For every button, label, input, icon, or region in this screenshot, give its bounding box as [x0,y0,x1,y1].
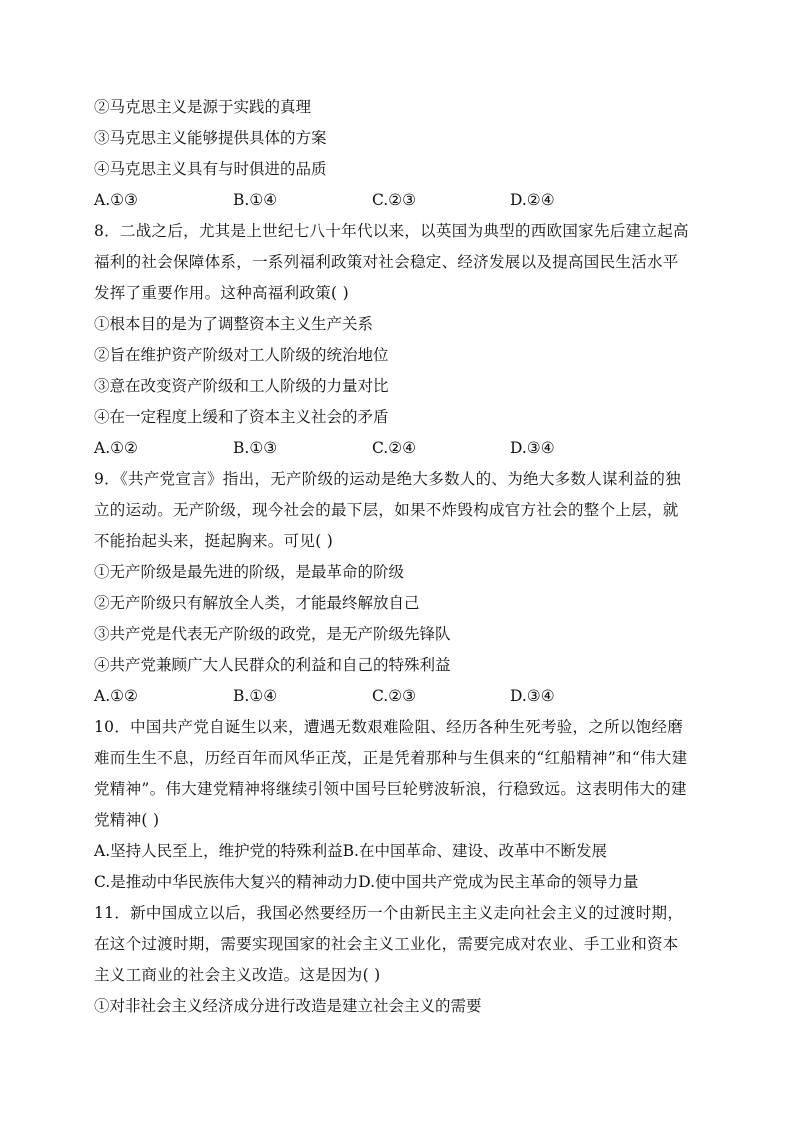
q9-option-d: D.③④ [510,687,555,705]
q7-option-d: D.②④ [510,191,555,209]
q9-statement-2: ②无产阶级只有解放全人类，才能最终解放自己 [94,594,420,612]
q10-stem-line-1: 10．中国共产党自诞生以来，遭遇无数艰难险阻、经历各种生死考验，之所以饱经磨 [94,718,684,736]
q9-options [94,681,706,712]
q11-statement-1: ①对非社会主义经济成分进行改造是建立社会主义的需要 [94,997,482,1015]
q8-options [94,433,706,464]
q7-option-c: C.②③ [372,191,417,209]
q7-statement-3: ③马克思主义能够提供具体的方案 [94,129,327,147]
q8-option-b: B.①③ [233,439,278,457]
q11-stem-line-2: 在这个过渡时期，需要实现国家的社会主义工业化，需要完成对农业、手工业和资本 [94,935,679,953]
q7-option-a: A.①③ [94,191,138,209]
q10-stem-line-2: 难而生生不息，历经百年而风华正茂，正是凭着那种与生俱来的“红船精神”和“伟大建 [94,749,688,767]
q9-option-c: C.②③ [372,687,417,705]
q10-options-cd: C.是推动中华民族伟大复兴的精神动力D.使中国共产党成为民主革命的领导力量 [94,873,639,891]
q8-option-d: D.③④ [510,439,555,457]
q10-stem-line-4: 党精神( ) [94,811,160,829]
q9-stem-line-1: 9．《共产党宣言》指出，无产阶级的运动是绝大多数人的、为绝大多数人谋利益的独 [94,470,682,488]
q8-stem-line-2: 福利的社会保障体系，一系列福利政策对社会稳定、经济发展以及提高国民生活水平 [94,253,679,271]
q10-stem-line-3: 党精神”。伟大建党精神将继续引领中国号巨轮劈波斩浪，行稳致远。这表明伟大的建 [94,780,687,798]
q8-statement-3: ③意在改变资产阶级和工人阶级的力量对比 [94,377,389,395]
q7-option-b: B.①④ [233,191,278,209]
q8-statement-1: ①根本目的是为了调整资本主义生产关系 [94,315,374,333]
q8-option-c: C.②④ [372,439,417,457]
q9-statement-1: ①无产阶级是最先进的阶级，是最革命的阶级 [94,563,405,581]
q7-options [94,185,706,216]
q7-statement-4: ④马克思主义具有与时俱进的品质 [94,160,327,178]
q9-option-a: A.①② [94,687,138,705]
q9-option-b: B.①④ [233,687,278,705]
q9-stem-line-2: 立的运动。无产阶级，现今社会的最下层，如果不炸毁构成官方社会的整个上层，就 [94,501,679,519]
q8-stem-line-3: 发挥了重要作用。这种高福利政策( ) [94,284,349,302]
q8-statement-2: ②旨在维护资产阶级对工人阶级的统治地位 [94,346,389,364]
document-page [94,92,706,1022]
q11-stem-line-3: 主义工商业的社会主义改造。这是因为( ) [94,966,381,984]
q9-statement-3: ③共产党是代表无产阶级的政党，是无产阶级先锋队 [94,625,451,643]
q9-statement-4: ④共产党兼顾广大人民群众的利益和自己的特殊利益 [94,656,451,674]
q11-stem-line-1: 11．新中国成立以后，我国必然要经历一个由新民主主义走向社会主义的过渡时期， [94,904,684,922]
q9-stem-line-3: 不能抬起头来，挺起胸来。可见( ) [94,532,334,550]
q10-options-ab: A.坚持人民至上，维护党的特殊利益B.在中国革命、建设、改革中不断发展 [94,842,607,860]
q8-option-a: A.①② [94,439,138,457]
q8-stem-line-1: 8．二战之后，尤其是上世纪七八十年代以来，以英国为典型的西欧国家先后建立起高 [94,222,689,240]
q7-statement-2: ②马克思主义是源于实践的真理 [94,98,312,116]
q8-statement-4: ④在一定程度上缓和了资本主义社会的矛盾 [94,408,389,426]
